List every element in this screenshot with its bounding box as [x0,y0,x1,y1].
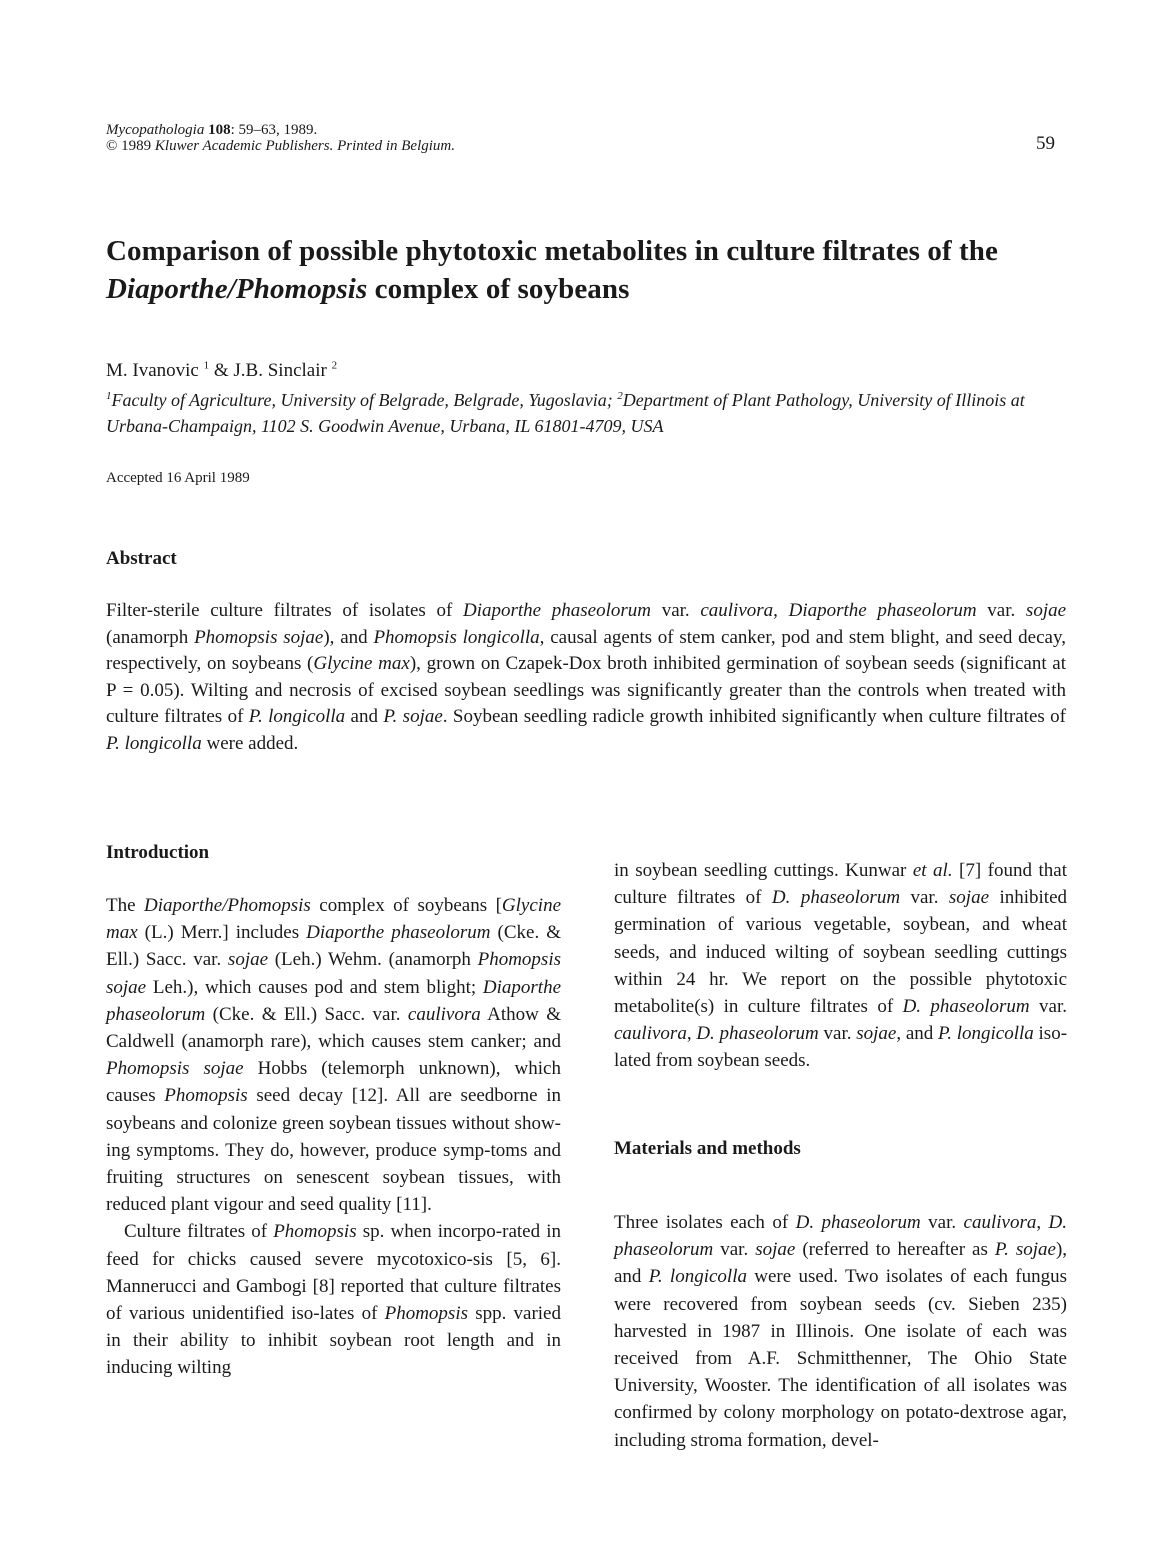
italic-span: D. phaseolorum [614,1212,1068,1261]
italic-span: et al. [912,860,953,881]
abstract-span: . Soybean seedling radicle growth inhibited significantly when culture filtrates of [442,706,1067,727]
affil-2: Department of Plant Pathology, University of Illinois at Urbana-Champaign, 1102 S. Goodwin Avenue, Urbana, IL 61801-4709, USA [106,390,1025,436]
italic-span: D. phaseolorum [771,887,901,909]
text-span: ), and [614,1239,1068,1288]
text-span: Athow & Caldwell (anamorph rare), which causes stem canker; and [106,1003,562,1053]
abstract-italic: P. longicolla [248,706,346,727]
text-span: (Cke. & Ell.) Sacc. var. [106,922,562,971]
italic-span: sojae [948,887,990,909]
abstract-span: , causal agents of stem canker, pod and stem blight, and seed decay, respectively, on soybeans ( [106,626,1066,674]
abstract-heading: Abstract [106,548,177,569]
title-italic: Diaporthe/Phomopsis [106,273,368,305]
text-span: in soybean seedling cuttings. Kunwar [614,860,913,881]
italic-span: Diaporthe phaseolorum [306,922,491,944]
abstract-span: (anamorph [106,626,195,648]
text-span: Hobbs (telemorph unknown), which causes [106,1058,561,1107]
abstract-italic: Phomopsis sojae [194,626,324,648]
abstract-span: Filter-sterile culture filtrates of isolates of [106,600,463,621]
affil-2-sup: 2 [617,390,623,402]
materials-methods-heading: Materials and methods [614,1138,801,1159]
text-span: (referred to hereafter as [795,1239,995,1261]
text-span: The [106,895,145,916]
italic-span: sojae [856,1023,897,1045]
abstract-italic: Phomopsis longicolla [373,626,540,648]
text-span: spp. varied in their ability to inhibit soybean root length and in inducing wilting [106,1303,561,1379]
italic-span: Phomopsis [164,1085,248,1107]
abstract-italic: Diaporthe phaseolorum [788,600,977,621]
italic-span: Phomopsis [273,1221,357,1243]
author-1: M. Ivanovic [106,360,199,381]
text-span: , [1036,1212,1049,1233]
abstract-span: var. [976,600,1026,621]
text-span: were used. Two isolates of each fungus were recovered from soybean seeds (cv. Sieben 235) harvested in 1987 in Illinois. One isolate of each was received from A.F. Schmitthenner, The Ohio State University, Wooster. The identification of all isolates was confirmed by colony morphology on potato-dextrose agar, including stroma formation, devel- [614,1266,1067,1451]
intro-paragraph-2-cont [614,857,1067,1075]
abstract-span: were added. [201,732,299,754]
abstract-text [106,598,1066,757]
journal-pages: : 59–63, 1989. [230,122,318,138]
italic-span: P. longicolla [938,1023,1034,1045]
citation-line-1 [106,122,455,138]
abstract-italic: Diaporthe phaseolorum [463,600,652,621]
italic-span: D. phaseolorum [795,1212,921,1233]
abstract-span: and [345,706,384,727]
italic-span: P. longicolla [648,1266,747,1288]
left-column [106,892,561,1382]
copyright: © 1989 [106,138,155,154]
journal-name: Mycopathologia [106,122,205,138]
italic-span: Diaporthe/Phomopsis [144,895,311,916]
abstract-span: , [773,600,789,621]
introduction-heading: Introduction [106,842,210,863]
italic-span: Glycine max [106,895,561,944]
accepted-date: Accepted 16 April 1989 [106,470,250,486]
abstract-span: ), and [323,626,374,648]
italic-span: Diaporthe phaseolorum [106,976,561,1025]
abstract-span: ), grown on Czapek-Dox broth inhibited germination of soybean seeds (significant at P = 0.05). Wilting and necrosis of excised soybean seedlings was significantly greater than the controls when treated with culture filtrates of [106,653,1067,727]
text-span: , [686,1023,697,1045]
italic-span: D. phaseolorum [902,996,1030,1018]
abstract-italic: Glycine max [313,653,410,674]
text-span: (L.) Merr.] includes [137,922,307,944]
text-span: iso-lated from soybean seeds. [614,1023,1068,1072]
materials-methods-text [614,1190,1067,1473]
abstract-span: var. [651,600,701,621]
text-span: , and [896,1023,939,1045]
text-span: (Cke. & Ell.) Sacc. var. [205,1003,408,1025]
page-number: 59 [1036,133,1055,154]
italic-span: caulivora [963,1212,1037,1233]
intro-paragraph-2 [106,1218,561,1381]
text-span: seed decay [12]. All are seedborne in soybeans and colonize green soybean tissues without show-ing symptoms. They do, however, produce symp-toms and fruiting structures on senescent soybean tissues, with reduced plant vigour and seed quality [11]. [106,1085,562,1216]
author-1-sup: 1 [203,359,210,372]
abstract-italic: caulivora [700,600,774,621]
affiliations [106,387,1066,439]
affil-1: Faculty of Agriculture, University of Belgrade, Belgrade, Yugoslavia [111,390,607,410]
journal-volume: 108 [208,122,231,138]
italic-span: caulivora [407,1003,481,1025]
title-rest: complex of soybeans [367,273,630,305]
italic-span: Phomopsis [384,1303,469,1325]
italic-span: caulivora [614,1023,687,1045]
abstract-italic: sojae [1025,600,1067,621]
text-span: sp. when incorpo-rated in feed for chicks caused severe mycotoxico-sis [5, 6]. Mannerucci and Gambogi [8] reported that culture filtrates of various unidentified iso-lates of [106,1221,561,1325]
text-span: var. [713,1239,756,1261]
text-span: [7] found that culture filtrates of [614,860,1067,909]
author-2: & J.B. Sinclair [209,360,327,381]
text-span: Culture filtrates of [124,1221,274,1243]
italic-span: P. sojae [994,1239,1056,1261]
italic-span: Phomopsis sojae [106,1058,244,1080]
title-line-1: Comparison of possible phytotoxic metabolites in culture filtrates of the [106,235,999,267]
text-span: var. [818,1023,857,1045]
text-span: inhibited germination of various vegetable, soybean, and wheat seeds, and induced wilting of soybean seedling cuttings within 24 hr. We report on the possible phytotoxic metabolite(s) in culture filtrates of [614,887,1067,1018]
text-span: Leh.), which causes pod and stem blight; [146,976,483,998]
italic-span: Phomopsis sojae [106,949,561,998]
journal-citation [106,122,455,154]
authors [106,360,337,382]
right-column-intro [614,838,1067,1094]
text-span: complex of soybeans [ [310,895,502,916]
abstract-italic: P. sojae [383,706,443,727]
author-2-sup: 2 [331,359,338,372]
intro-paragraph-1 [106,892,561,1218]
article-title [106,232,1086,308]
text-span: var. [1029,996,1067,1018]
text-span: var. [920,1212,964,1233]
abstract-italic: P. longicolla [106,732,202,754]
italic-span: sojae [755,1239,796,1261]
publisher: Kluwer Academic Publishers. Printed in Belgium. [154,138,456,154]
italic-span: sojae [227,949,269,971]
text-span: (Leh.) Wehm. (anamorph [268,949,478,971]
affil-sep: ; [606,390,618,410]
italic-span: D. phaseolorum [696,1023,819,1045]
citation-line-2 [106,138,455,154]
text-span: Three isolates each of [614,1212,796,1233]
mm-paragraph-1 [614,1209,1067,1454]
text-span: var. [900,887,949,909]
affil-1-sup: 1 [106,390,112,402]
